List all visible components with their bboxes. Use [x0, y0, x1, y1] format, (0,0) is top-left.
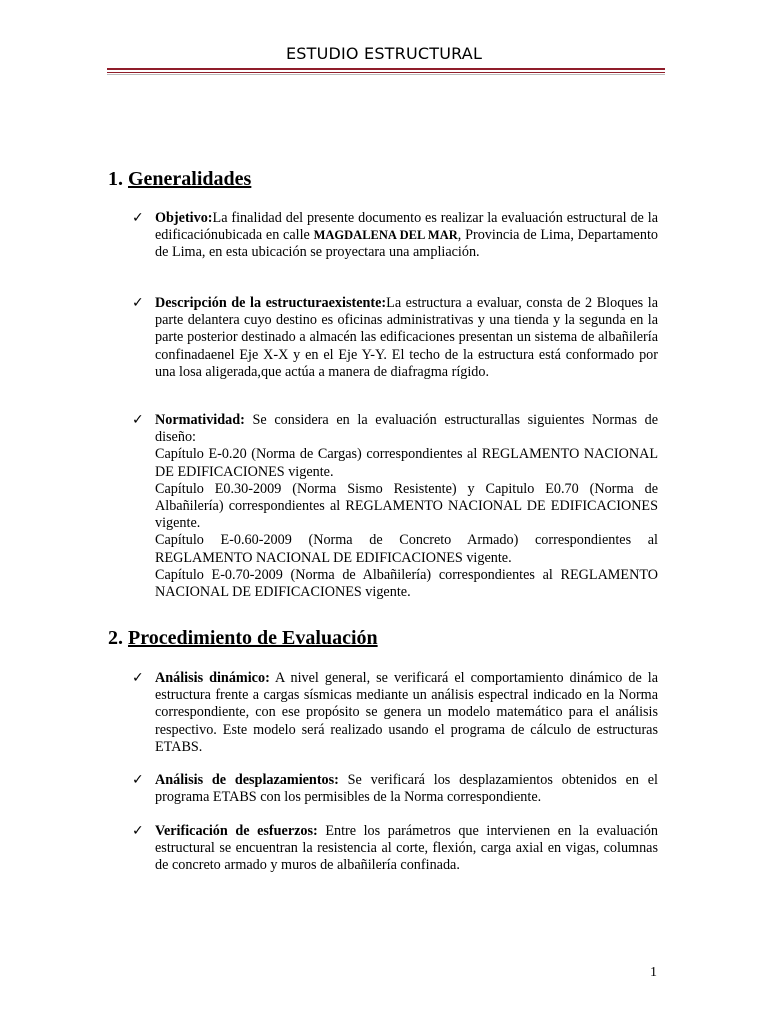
check-icon: ✓ [132, 823, 144, 839]
item-emphasis: MAGDALENA DEL MAR [313, 228, 458, 243]
norm-line: Capítulo E-0.20 (Norma de Cargas) correspondientes al REGLAMENTO NACIONAL DE EDIFICACIONES vigente. [155, 446, 658, 480]
page-number: 1 [650, 965, 657, 980]
check-icon: ✓ [132, 670, 144, 686]
list-item [132, 295, 658, 381]
item-text: La finalidad del presente documento es realizar la evaluación estructural de la edificaciónubicada en calle [155, 210, 658, 244]
page-header-title: ESTUDIO ESTRUCTURAL [285, 44, 483, 63]
list-item [132, 670, 658, 756]
section-heading [108, 627, 378, 650]
section-title: Generalidades [128, 168, 252, 190]
header-rule-shadow [107, 74, 665, 75]
header-rule [107, 72, 665, 73]
section-number: 2. [108, 627, 123, 649]
check-icon: ✓ [132, 295, 144, 311]
check-icon: ✓ [132, 412, 144, 428]
item-text: , Provincia de Lima, Departamento de Lima, en esta ubicación se proyectara una ampliación. [155, 227, 658, 261]
item-label: Descripción de la estructuraexistente: [155, 295, 387, 311]
item-text: La estructura a evaluar, consta de 2 Bloques la parte delantera cuyo destino es oficinas administrativas y una tienda y la segunda en la parte posterior destinado a almacén las edificaciones presentan un sistema de albañilería confinadaenel Eje X-X y en el Eje Y-Y. El techo de la estructura está conformado por una losa aligerada,que actúa a manera de diafragma rígido. [155, 295, 658, 380]
norm-line: Capítulo E-0.70-2009 (Norma de Albañilería) correspondientes al REGLAMENTO NACIONAL DE EDIFICACIONES vigente. [155, 566, 658, 601]
item-text: A nivel general, se verificará el comportamiento dinámico de la estructura frente a cargas sísmicas mediante un análisis espectral indicado en la Norma correspondiente, con ese propósito se genera un modelo matemático para el análisis respectivo. Este modelo será realizado usando el programa de cálculo de estructuras ETABS. [155, 670, 658, 755]
norm-line: Capítulo E0.30-2009 (Norma Sismo Resistente) y Capitulo E0.70 (Norma de Albañilería) correspondientes al REGLAMENTO NACIONAL DE EDIFICACIONES vigente. [155, 480, 658, 532]
list-item [132, 412, 658, 601]
list-item [132, 823, 658, 875]
check-icon: ✓ [132, 210, 144, 226]
header-rule [107, 68, 665, 70]
section-number: 1. [108, 168, 123, 190]
list-item [132, 772, 658, 806]
item-label: Normatividad: [155, 412, 245, 428]
item-text: Se considera en la evaluación estructurallas siguientes Normas de diseño: [155, 412, 658, 446]
item-label: Objetivo: [155, 210, 213, 226]
section-heading [108, 168, 251, 191]
item-text: Se verificará los desplazamientos obtenidos en el programa ETABS con los permisibles de la Norma correspondiente. [155, 772, 658, 806]
item-text: Entre los parámetros que intervienen en la evaluación estructural se encuentran la resistencia al corte, flexión, carga axial en vigas, columnas de concreto armado y muros de albañilería confinada. [155, 823, 658, 874]
list-item [132, 210, 658, 262]
item-label: Análisis dinámico: [155, 670, 270, 686]
check-icon: ✓ [132, 772, 144, 788]
norm-line: Capítulo E-0.60-2009 (Norma de Concreto Armado) correspondientes al REGLAMENTO NACIONAL DE EDIFICACIONES vigente. [155, 532, 658, 566]
item-label: Verificación de esfuerzos: [155, 823, 318, 839]
section-title: Procedimiento de Evaluación [128, 627, 378, 649]
item-label: Análisis de desplazamientos: [155, 772, 339, 788]
